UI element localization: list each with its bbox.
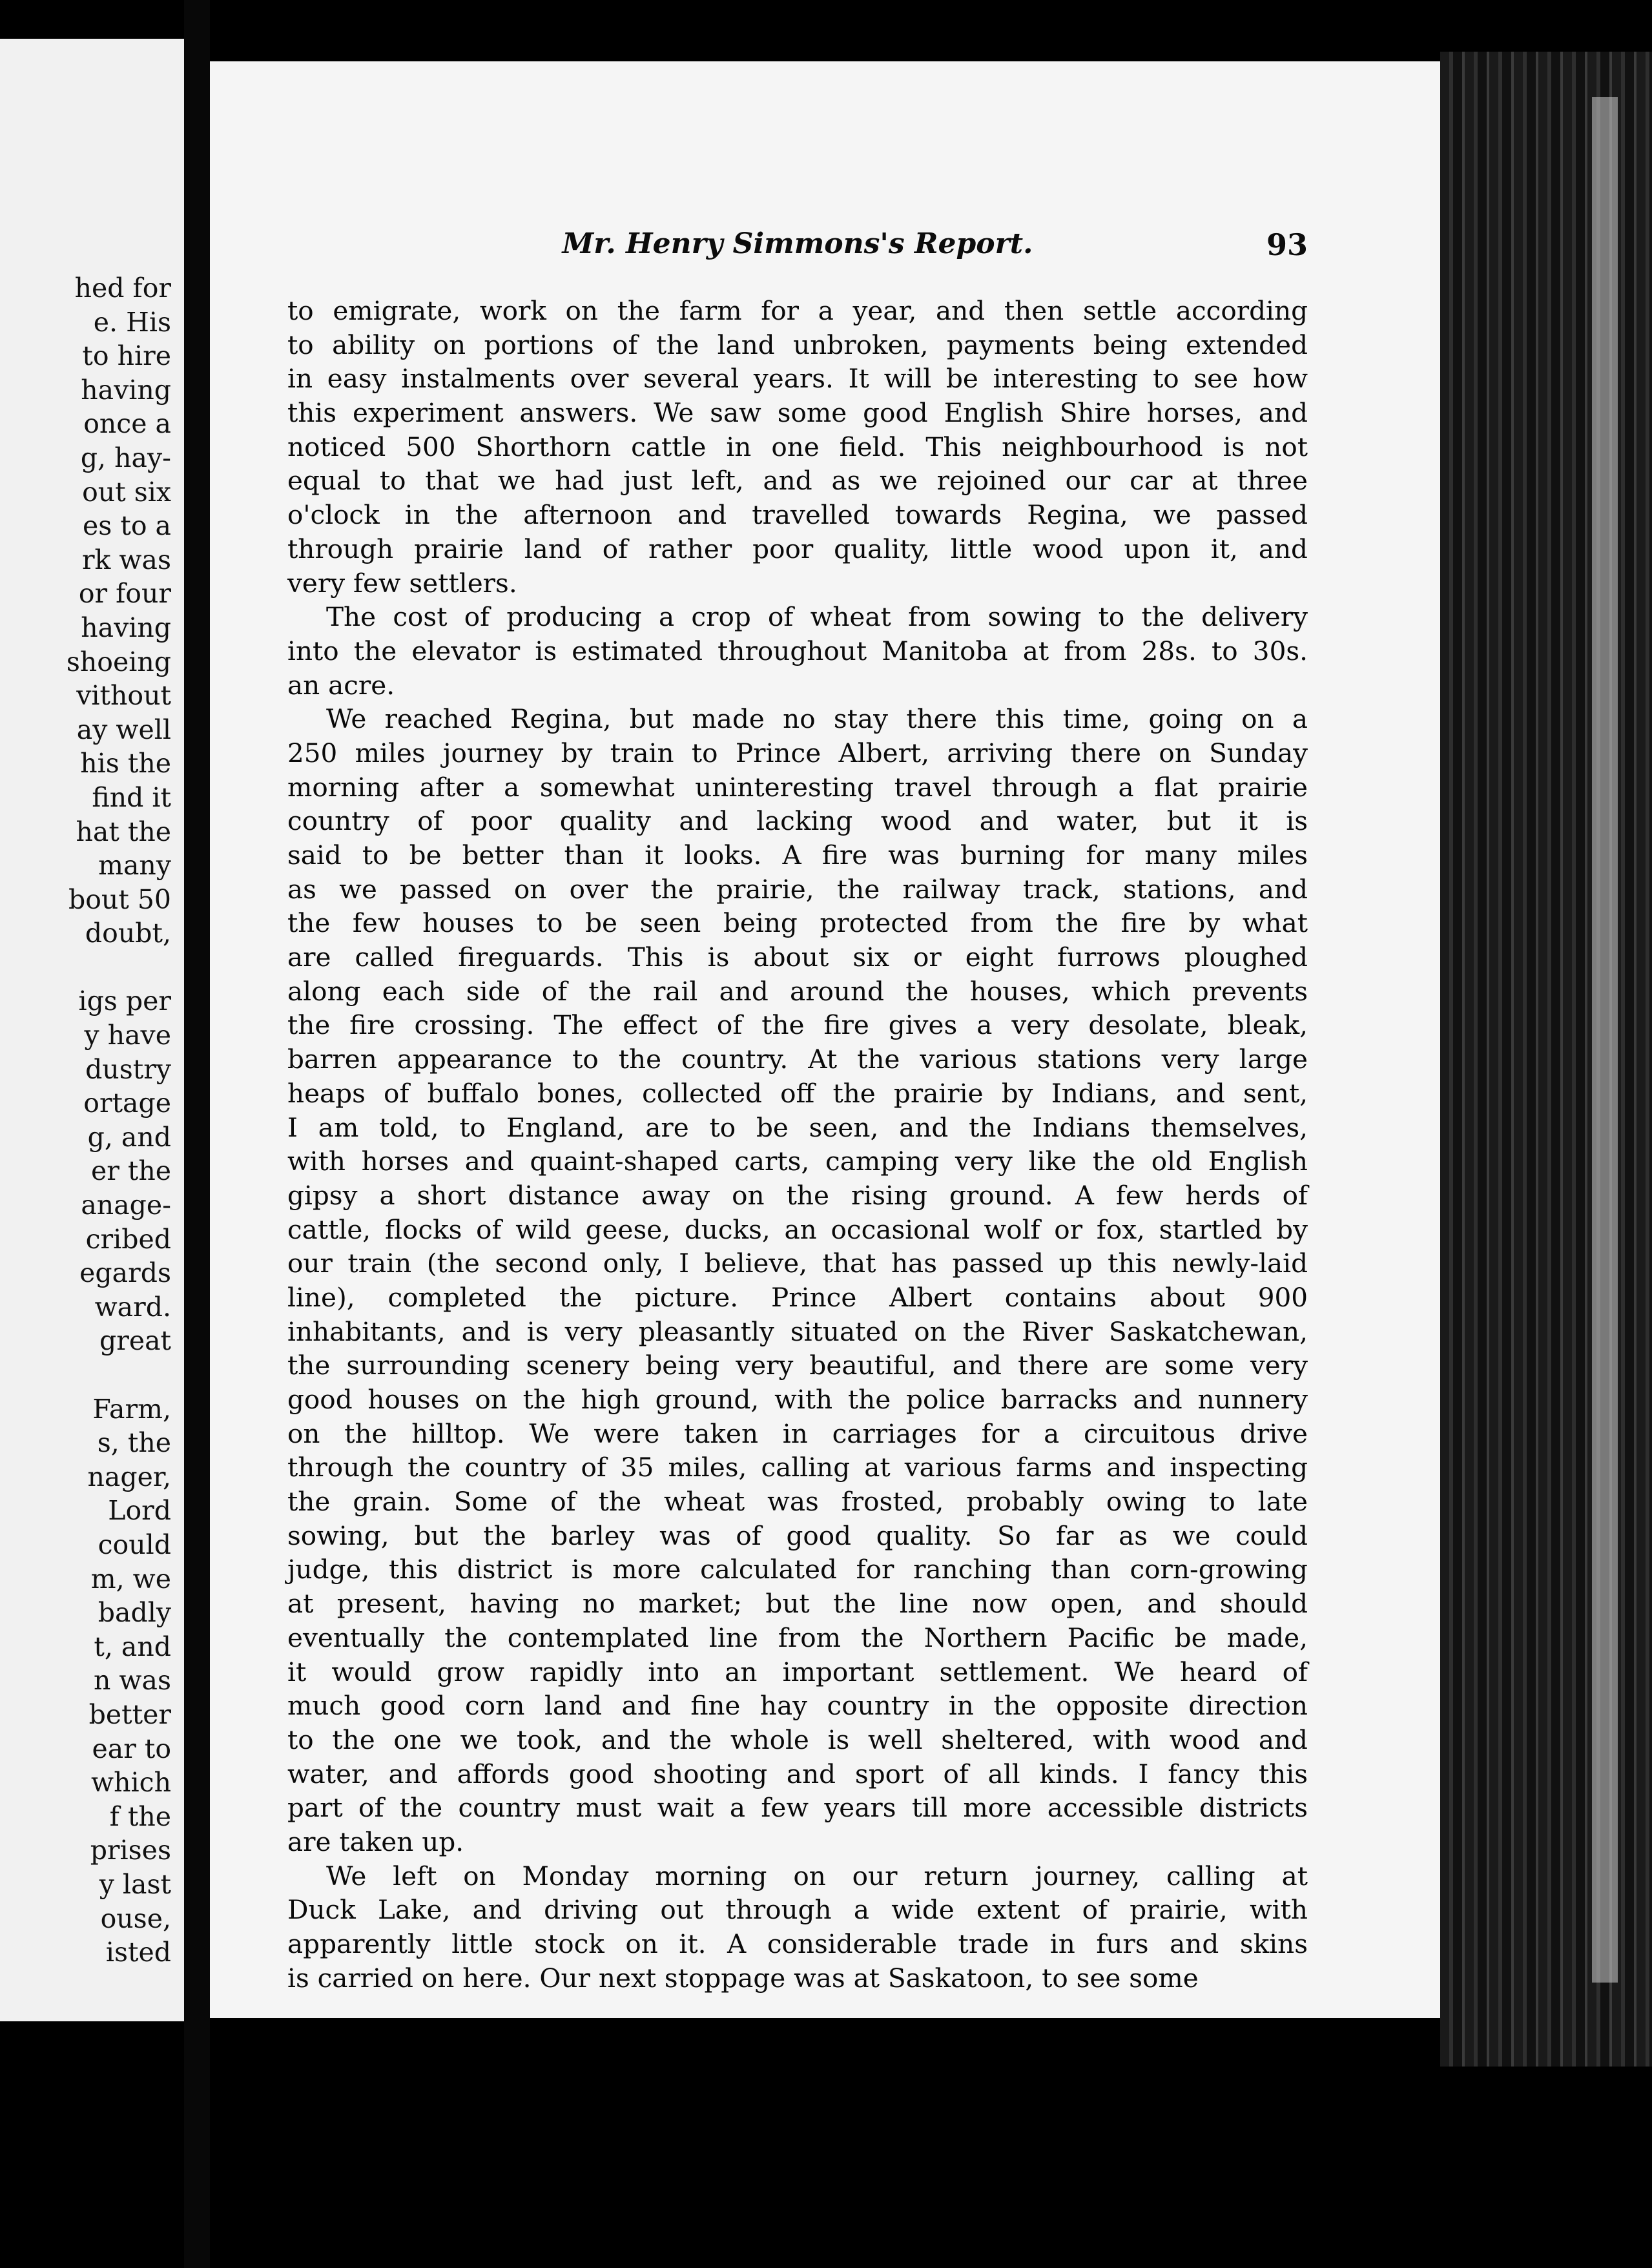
text-line: is carried on here. Our next stoppage was at Saskatoon, to see some [287, 1962, 1199, 1994]
facing-page-line: hed for [74, 273, 171, 304]
text-line: as we passed on over the prairie, the railway track, stations, and [287, 873, 1308, 905]
facing-page-line: anage- [81, 1190, 171, 1221]
text-line: through the country of 35 miles, calling at various farms and inspecting [287, 1452, 1308, 1483]
facing-page-line: having [81, 612, 171, 643]
facing-page-line: many [98, 850, 171, 881]
facing-page-line: Farm, [92, 1393, 171, 1425]
facing-page-line: prises [90, 1835, 171, 1866]
text-line: are taken up. [287, 1826, 464, 1857]
text-line: Duck Lake, and driving out through a wide extent of prairie, with [287, 1894, 1308, 1926]
text-line: sowing, but the barley was of good quality. So far as we could [287, 1520, 1308, 1551]
facing-page-line: ward. [94, 1291, 171, 1323]
facing-page-line: his the [80, 748, 171, 779]
facing-page-line: er the [90, 1155, 171, 1187]
text-line: with horses and quaint-shaped carts, camping very like the old English [287, 1146, 1308, 1177]
facing-page-line: great [99, 1325, 171, 1357]
facing-page-line: y have [84, 1020, 171, 1051]
facing-page-line: ear to [92, 1733, 171, 1764]
facing-page-line: ouse, [100, 1902, 171, 1934]
text-line: 250 miles journey by train to Prince Albert, arriving there on Sunday [287, 737, 1308, 768]
facing-page-line: t, and [94, 1631, 171, 1662]
page-edges [1440, 52, 1652, 2067]
text-line: an acre. [287, 669, 395, 701]
facing-page-line: once a [83, 408, 171, 440]
body-text [287, 294, 1308, 1995]
text-line: We left on Monday morning on our return journey, calling at [326, 1860, 1308, 1892]
text-line: cattle, flocks of wild geese, ducks, an occasional wolf or fox, startled by [287, 1213, 1308, 1245]
text-line: eventually the contemplated line from the Northern Pacific be made, [287, 1622, 1308, 1653]
text-line: good houses on the high ground, with the police barracks and nunnery [287, 1384, 1308, 1415]
facing-page-line: Lord [108, 1495, 171, 1527]
text-line: to the one we took, and the whole is well sheltered, with wood and [287, 1724, 1308, 1755]
text-line: said to be better than it looks. A fire was burning for many miles [287, 840, 1308, 871]
text-line: our train (the second only, I believe, that has passed up this newly-laid [287, 1248, 1308, 1279]
facing-page-line: hat the [76, 816, 171, 847]
facing-page-line: which [91, 1767, 171, 1799]
facing-page-line: nager, [87, 1461, 171, 1492]
text-line: I am told, to England, are to be seen, and the Indians themselves, [287, 1111, 1308, 1143]
facing-page-line: badly [98, 1597, 171, 1629]
facing-page-line: bout 50 [68, 883, 171, 915]
facing-page-line: y last [99, 1868, 171, 1900]
facing-page-line: shoeing [66, 646, 171, 677]
text-line: at present, having no market; but the line now open, and should [287, 1588, 1308, 1620]
text-line: on the hilltop. We were taken in carriages for a circuitous drive [287, 1418, 1308, 1449]
text-line: through prairie land of rather poor quality, little wood upon it, and [287, 533, 1308, 564]
facing-page-line: better [88, 1698, 171, 1730]
facing-page-text [0, 271, 171, 1970]
text-line: the grain. Some of the wheat was frosted, probably owing to late [287, 1486, 1308, 1518]
facing-page-line [0, 951, 171, 985]
book-gutter [184, 0, 210, 2268]
text-line: morning after a somewhat uninteresting travel through a flat prairie [287, 771, 1308, 803]
facing-page-line: egards [79, 1257, 171, 1289]
facing-page-line: having [81, 374, 171, 406]
text-line: noticed 500 Shorthorn cattle in one field. This neighbourhood is not [287, 431, 1308, 462]
facing-page-line: igs per [78, 985, 171, 1017]
page-edge-highlight [1592, 97, 1618, 1983]
facing-page-line: g, hay- [80, 442, 171, 473]
facing-page-line [0, 1358, 171, 1392]
text-line: the surrounding scenery being very beautiful, and there are some very [287, 1350, 1308, 1381]
text-line: judge, this district is more calculated for ranching than corn-growing [287, 1554, 1308, 1585]
facing-page-line: find it [92, 781, 171, 813]
text-line: part of the country must wait a few years till more accessible districts [287, 1792, 1308, 1824]
facing-page-line: doubt, [85, 918, 171, 949]
facing-page-line: vithout [76, 680, 171, 712]
text-line: water, and affords good shooting and sport of all kinds. I fancy this [287, 1758, 1308, 1789]
facing-page-line: e. His [93, 306, 171, 338]
page-number: 93 [1266, 227, 1308, 262]
text-line: The cost of producing a crop of wheat from sowing to the delivery [326, 601, 1308, 633]
text-line: We reached Regina, but made no stay there this time, going on a [326, 703, 1308, 735]
facing-page-line: n was [93, 1665, 171, 1696]
running-header [287, 227, 1308, 266]
text-line: inhabitants, and is very pleasantly situated on the River Saskatchewan, [287, 1315, 1308, 1347]
running-title: Mr. Henry Simmons's Report. [562, 227, 1033, 260]
facing-page-line: m, we [90, 1563, 171, 1594]
facing-page-line: g, and [87, 1121, 171, 1153]
facing-page-line: to hire [82, 340, 171, 372]
text-line: equal to that we had just left, and as we rejoined our car at three [287, 465, 1308, 497]
text-line: barren appearance to the country. At the various stations very large [287, 1044, 1308, 1075]
text-line: country of poor quality and lacking wood and water, but it is [287, 805, 1308, 837]
text-line: o'clock in the afternoon and travelled towards Regina, we passed [287, 499, 1308, 531]
text-line: along each side of the rail and around the houses, which prevents [287, 975, 1308, 1007]
facing-page-line: ay well [76, 714, 171, 745]
facing-page-line: es to a [83, 510, 171, 542]
text-line: apparently little stock on it. A considerable trade in furs and skins [287, 1928, 1308, 1959]
text-line: much good corn land and fine hay country in the opposite direction [287, 1690, 1308, 1722]
facing-page-line: f the [109, 1800, 171, 1832]
text-line: to ability on portions of the land unbroken, payments being extended [287, 329, 1308, 360]
facing-page-line: rk was [81, 544, 171, 575]
scan-bottom-border [210, 2018, 1440, 2268]
facing-page-line: could [98, 1529, 171, 1560]
facing-page-line: isted [105, 1937, 171, 1968]
facing-page-line: or four [78, 578, 171, 610]
facing-page-line: dustry [85, 1053, 171, 1085]
facing-page-line: out six [82, 476, 171, 508]
text-line: gipsy a short distance away on the rising ground. A few herds of [287, 1179, 1308, 1211]
text-line: to emigrate, work on the farm for a year, and then settle according [287, 295, 1308, 326]
facing-page-line: cribed [85, 1223, 171, 1255]
text-line: in easy instalments over several years. It will be interesting to see how [287, 363, 1308, 395]
text-line: it would grow rapidly into an important settlement. We heard of [287, 1656, 1308, 1687]
facing-page-line: s, the [97, 1427, 171, 1459]
facing-page [0, 39, 184, 2021]
text-line: this experiment answers. We saw some good English Shire horses, and [287, 397, 1308, 429]
text-line: are called fireguards. This is about six or eight furrows ploughed [287, 942, 1308, 973]
text-line: very few settlers. [287, 567, 517, 599]
facing-page-line: ortage [83, 1088, 171, 1119]
text-line: the fire crossing. The effect of the fire gives a very desolate, bleak, [287, 1009, 1308, 1041]
text-line: the few houses to be seen being protected from the fire by what [287, 907, 1308, 939]
text-line: into the elevator is estimated throughout Manitoba at from 28s. to 30s. [287, 635, 1308, 666]
text-line: line), completed the picture. Prince Albert contains about 900 [287, 1281, 1308, 1313]
text-line: heaps of buffalo bones, collected off the prairie by Indians, and sent, [287, 1077, 1308, 1109]
